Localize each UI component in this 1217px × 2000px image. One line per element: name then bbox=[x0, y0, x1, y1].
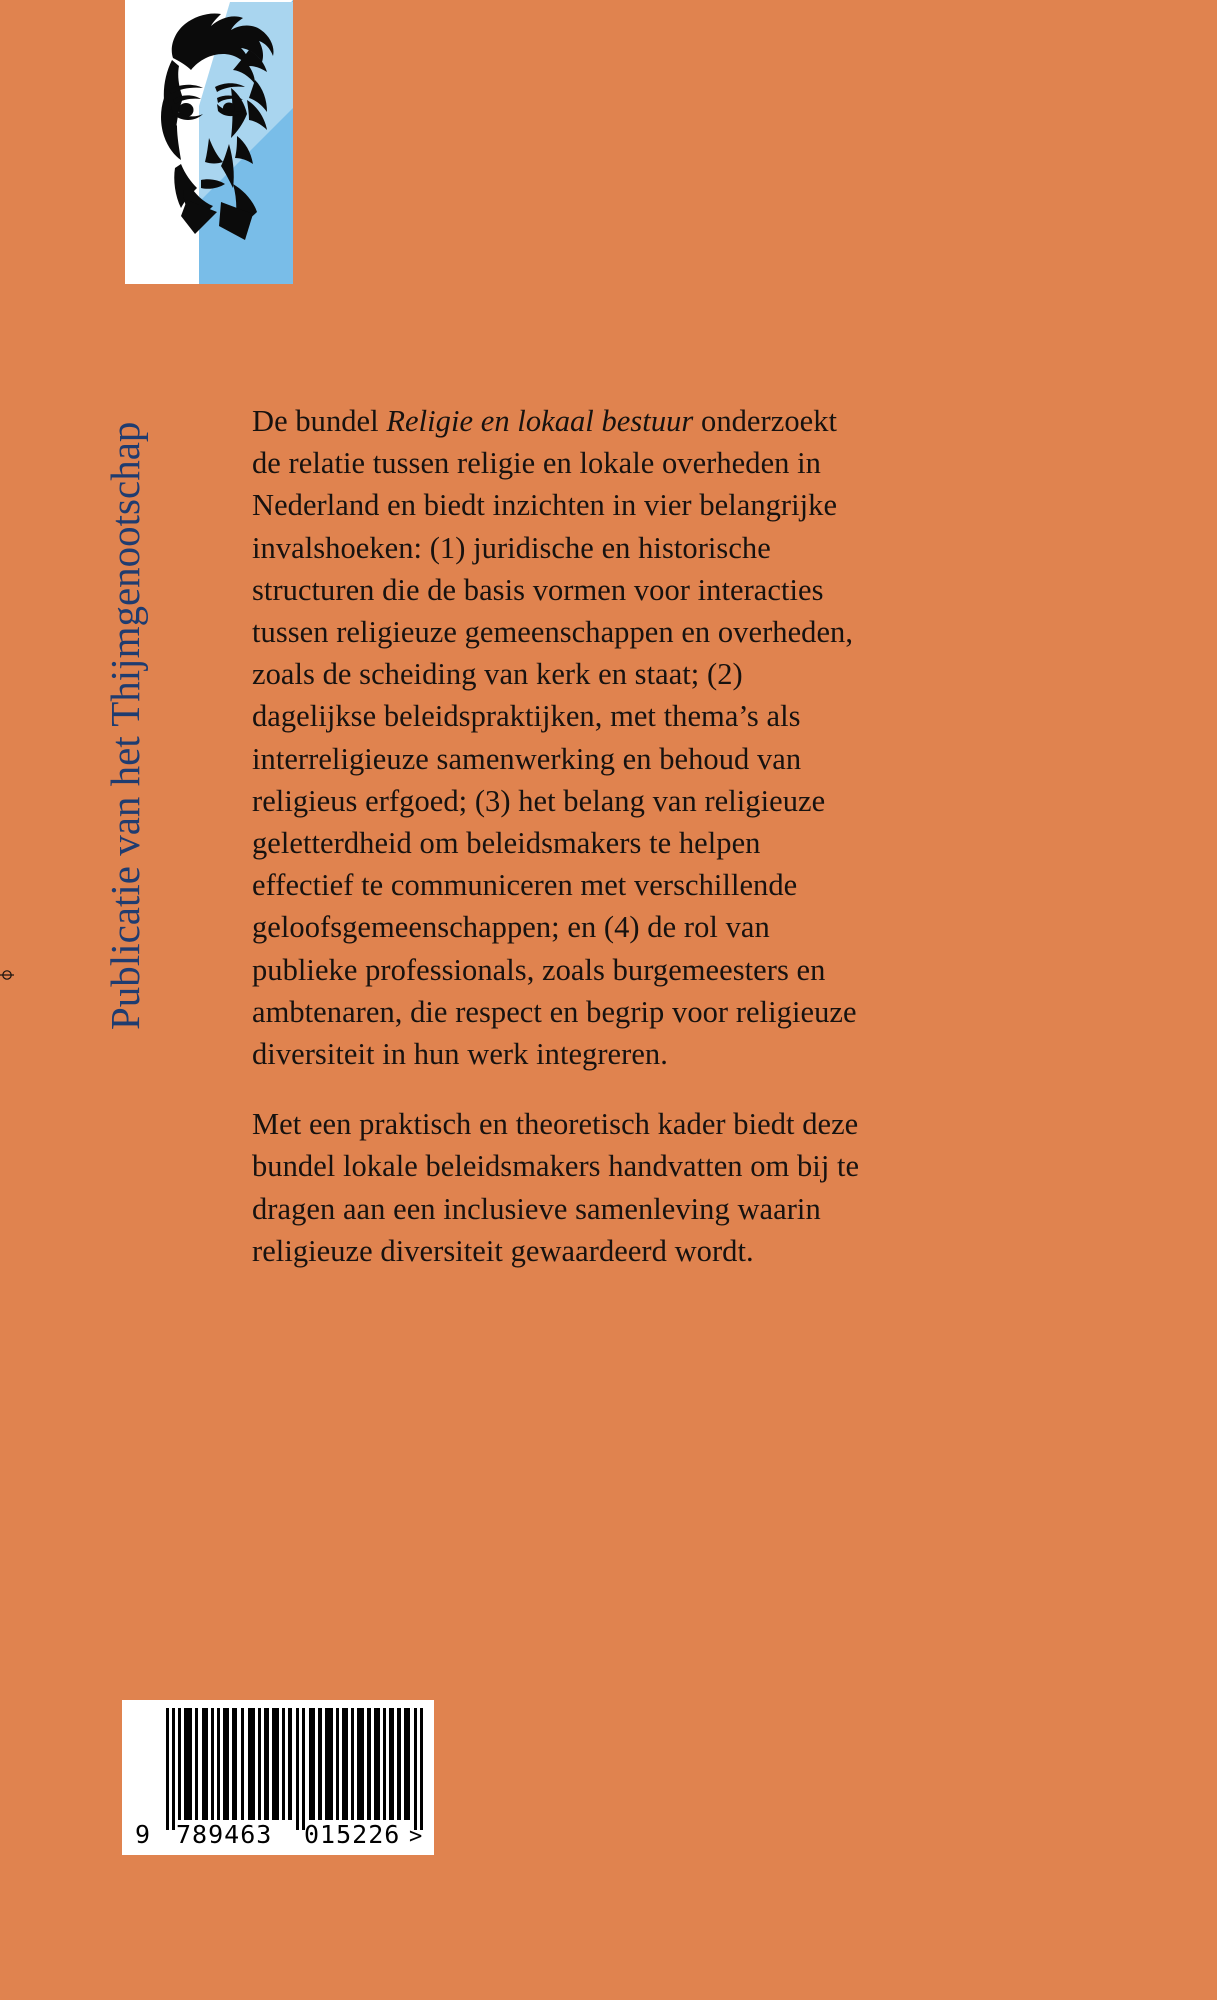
barcode-lead-digit: 9 bbox=[135, 1820, 152, 1849]
isbn-barcode bbox=[122, 1700, 434, 1855]
barcode-trailing-symbol: > bbox=[409, 1824, 424, 1849]
blurb-paragraph-1 bbox=[252, 400, 864, 1075]
barcode-right-group: 015226 bbox=[304, 1820, 401, 1849]
blurb-paragraph-2: Met een praktisch en theoretisch kader biedt deze bundel lokale beleidsmakers handvatten om bij te dragen aan een inclusieve samenleving waarin religieuze diversiteit gewaardeerd wordt. bbox=[252, 1107, 860, 1268]
publisher-logo bbox=[125, 0, 293, 284]
blurb-p1-post: onderzoekt de relatie tussen religie en lokale overheden in Nederland en biedt inzichten in vier belangrijke invalshoeken: (1) juridische en historische structuren die de basis vormen voor interacties tussen religieuze gemeenschappen en overheden, zoals de scheiding van kerk en staat; (2) dagelijkse beleidspraktijken, met thema’s als interreligieuze samenwerking en behoud van religieus erfgoed; (3) het belang van religieuze geletterdheid om beleidsmakers te helpen effectief te communiceren met verschillende geloofsgemeenschappen; en (4) de rol van publieke professionals, zoals burgemeesters en ambtenaren, die respect en begrip voor religieuze diversiteit in hun werk integreren. bbox=[252, 404, 857, 1072]
barcode-left-group: 789463 bbox=[176, 1820, 273, 1849]
crop-mark-icon bbox=[0, 968, 14, 982]
thijmgenootschap-portrait-icon bbox=[125, 0, 293, 284]
crop-mark bbox=[0, 968, 14, 982]
series-label-vertical bbox=[96, 330, 154, 1030]
series-label-text: Publicatie van het Thijmgenootschap bbox=[102, 421, 148, 1030]
blurb-p1-pre: De bundel bbox=[252, 404, 387, 438]
back-cover-blurb bbox=[252, 400, 864, 1272]
book-title-italic: Religie en lokaal bestuur bbox=[386, 404, 694, 438]
